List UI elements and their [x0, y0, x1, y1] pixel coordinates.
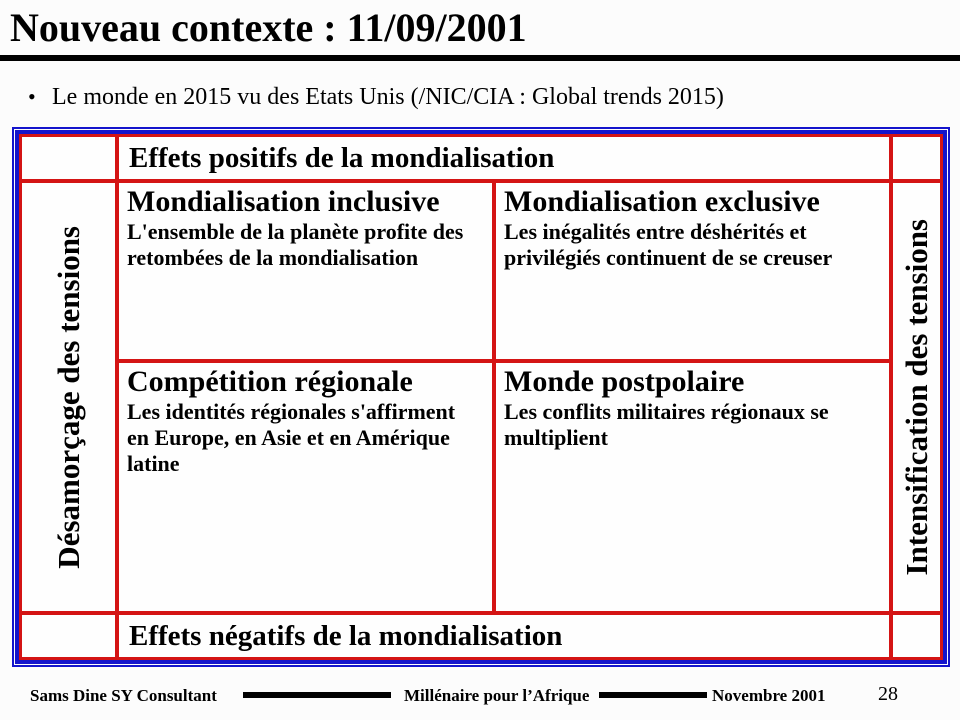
quadrant-postpolar-body: Les conflits militaires régionaux se multiplient: [504, 398, 829, 450]
quadrant-exclusive-body: Les inégalités entre déshérités et privilégiés continuent de se creuser: [504, 218, 833, 270]
right-axis-cell: [893, 183, 940, 611]
matrix-inner-frame: [15, 130, 947, 664]
quadrant-postpolar: [496, 363, 889, 611]
globalization-matrix-frame: [12, 127, 950, 667]
quadrant-postpolar-title: Monde postpolaire: [504, 365, 745, 398]
bullet-icon: •: [28, 84, 36, 109]
quadrant-exclusive: [496, 183, 889, 359]
corner-cell-top-right: [893, 137, 940, 179]
quadrant-inclusive-body: L'ensemble de la planète profite des retombées de la mondialisation: [127, 218, 464, 270]
quadrant-exclusive-title: Mondialisation exclusive: [504, 185, 820, 218]
quadrant-competition-title: Compétition régionale: [127, 365, 413, 398]
quadrant-inclusive: [119, 183, 492, 359]
quadrant-inclusive-title: Mondialisation inclusive: [127, 185, 440, 218]
quadrant-competition: [119, 363, 492, 611]
left-axis-cell: [22, 183, 115, 611]
bullet-text: Le monde en 2015 vu des Etats Unis (/NIC/CIA : Global trends 2015): [52, 84, 724, 110]
footer-divider-rule-1: [243, 692, 391, 698]
footer-consultant: Sams Dine SY Consultant: [30, 686, 217, 705]
top-header-label: Effets positifs de la mondialisation: [129, 141, 555, 174]
corner-cell-bottom-right: [893, 615, 940, 657]
right-axis-label: Intensification des tensions: [898, 218, 934, 576]
footer-organization: Millénaire pour l’Afrique: [404, 686, 590, 705]
globalization-matrix: [19, 134, 943, 660]
page-number: 28: [878, 683, 898, 705]
slide-title: Nouveau contexte : 11/09/2001: [10, 5, 527, 50]
top-header-cell: [119, 137, 889, 179]
footer-divider-rule-2: [599, 692, 707, 698]
slide-footer: [0, 680, 960, 716]
title-underline-rule: [0, 55, 960, 61]
footer-date: Novembre 2001: [712, 686, 826, 705]
bullet-item: [28, 84, 938, 111]
bottom-header-label: Effets négatifs de la mondialisation: [129, 619, 563, 652]
bottom-header-cell: [119, 615, 889, 657]
corner-cell-bottom-left: [22, 615, 115, 657]
quadrant-competition-body: Les identités régionales s'affirment en Europe, en Asie et en Amérique latine: [127, 398, 456, 476]
left-axis-label: Désamorçage des tensions: [50, 225, 86, 569]
corner-cell-top-left: [22, 137, 115, 179]
